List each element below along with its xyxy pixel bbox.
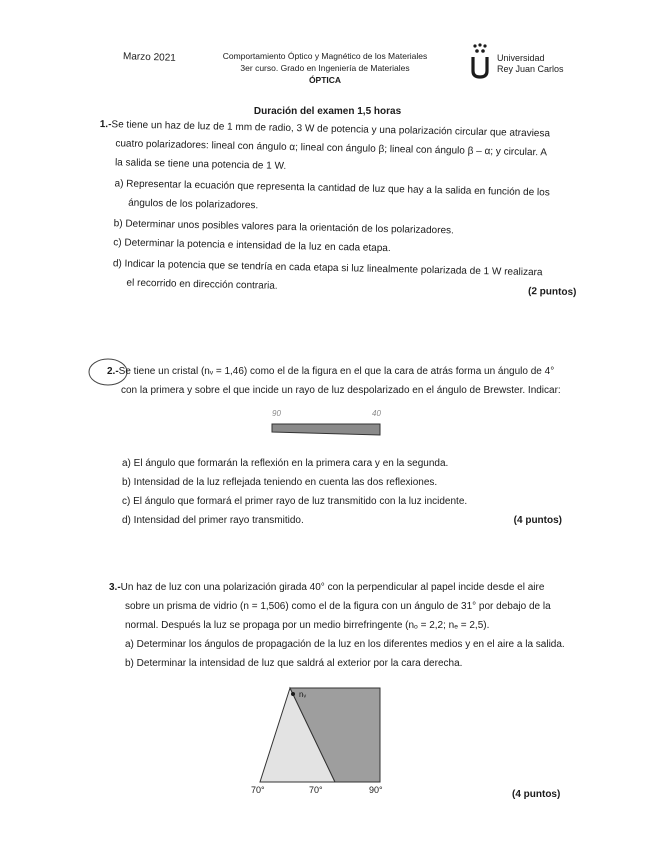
question-item-a: a) El ángulo que formarán la reflexión en la primera cara y en la segunda. (122, 458, 449, 469)
question-text: Se tiene un haz de luz de 1 mm de radio, 3 W de potencia y una polarización circular que atraviesa (111, 119, 551, 140)
figure-label-nv: nᵥ (299, 690, 307, 699)
question-1 (96, 115, 577, 302)
question-points: (4 puntos) (513, 515, 562, 526)
question-item-a: a) Determinar los ángulos de propagación de la luz en los diferentes medios y en el aire a la salida. (125, 639, 565, 650)
svg-text:90: 90 (272, 409, 281, 418)
course-header (210, 50, 440, 86)
university-logo (470, 43, 570, 83)
course-title: Comportamiento Óptico y Magnético de los Materiales (222, 51, 428, 61)
question-number: 2.- (107, 366, 119, 377)
question-item-b: b) Determinar unos posibles valores para la orientación de los polarizadores. (113, 218, 454, 237)
question-item-c: c) El ángulo que formará el primer rayo de luz transmitido con la luz incidente. (122, 496, 468, 507)
crystal-figure (260, 402, 390, 442)
prism-figure (245, 683, 395, 798)
question-text: con la primera y sobre el que incide un rayo de luz despolarizado en el ángulo de Brewster. Indicar: (121, 385, 561, 396)
figure-angle-2: 70° (309, 785, 323, 795)
question-number: 1.- (99, 118, 112, 131)
question-item-a: ángulos de los polarizadores. (128, 197, 259, 212)
question-number: 3.- (109, 582, 121, 593)
question-item-c: c) Determinar la potencia e intensidad de la luz en cada etapa. (113, 237, 391, 255)
question-item-d: d) Indicar la potencia que se tendría en cada etapa si luz linealmente polarizada de 1 W realizara (112, 258, 543, 279)
question-3 (109, 578, 564, 673)
question-points: (2 puntos) (527, 286, 577, 299)
question-item-a: a) Representar la ecuación que representa la cantidad de luz que hay a la salida en función de los (114, 178, 550, 199)
question-item-b: b) Determinar la intensidad de luz que saldrá al exterior por la cara derecha. (125, 658, 463, 669)
course-subject: ÓPTICA (308, 75, 342, 85)
urjc-logo-icon (470, 43, 494, 79)
figure-angle-1: 70° (251, 785, 265, 795)
question-item-d: d) Intensidad del primer rayo transmitido. (122, 515, 304, 526)
question-item-d: el recorrido en dirección contraria. (126, 277, 278, 292)
university-name: Universidad Rey Juan Carlos (497, 53, 564, 74)
question-text: la salida se tiene una potencia de 1 W. (114, 157, 287, 172)
question-text: normal. Después la luz se propaga por un medio birrefringente (nₒ = 2,2; nₑ = 2,5). (125, 620, 490, 631)
question-item-b: b) Intensidad de la luz reflejada teniendo en cuenta las dos reflexiones. (122, 477, 438, 488)
exam-duration: Duración del examen 1,5 horas (253, 106, 402, 117)
question-2 (107, 362, 567, 400)
question-points: (4 puntos) (512, 789, 561, 800)
question-text: sobre un prisma de vidrio (n = 1,506) como el de la figura con un ángulo de 31° por debajo de la (125, 601, 551, 612)
figure-angle-3: 90° (369, 785, 383, 795)
course-degree: 3er curso. Grado en Ingeniería de Materiales (240, 63, 410, 73)
question-text: Se tiene un cristal (nᵥ = 1,46) como el de la figura en el que la cara de atrás forma un ángulo de 4° (118, 366, 555, 377)
svg-text:40: 40 (372, 409, 381, 418)
question-text: cuatro polarizadores: lineal con ángulo α; lineal con ángulo β; lineal con ángulo β – α; y circular. A (115, 138, 548, 159)
exam-date: Marzo 2021 (122, 51, 176, 64)
question-text: Un haz de luz con una polarización girada 40° con la perpendicular al papel incide desde el aire (120, 582, 545, 593)
question-2-items (122, 454, 562, 530)
